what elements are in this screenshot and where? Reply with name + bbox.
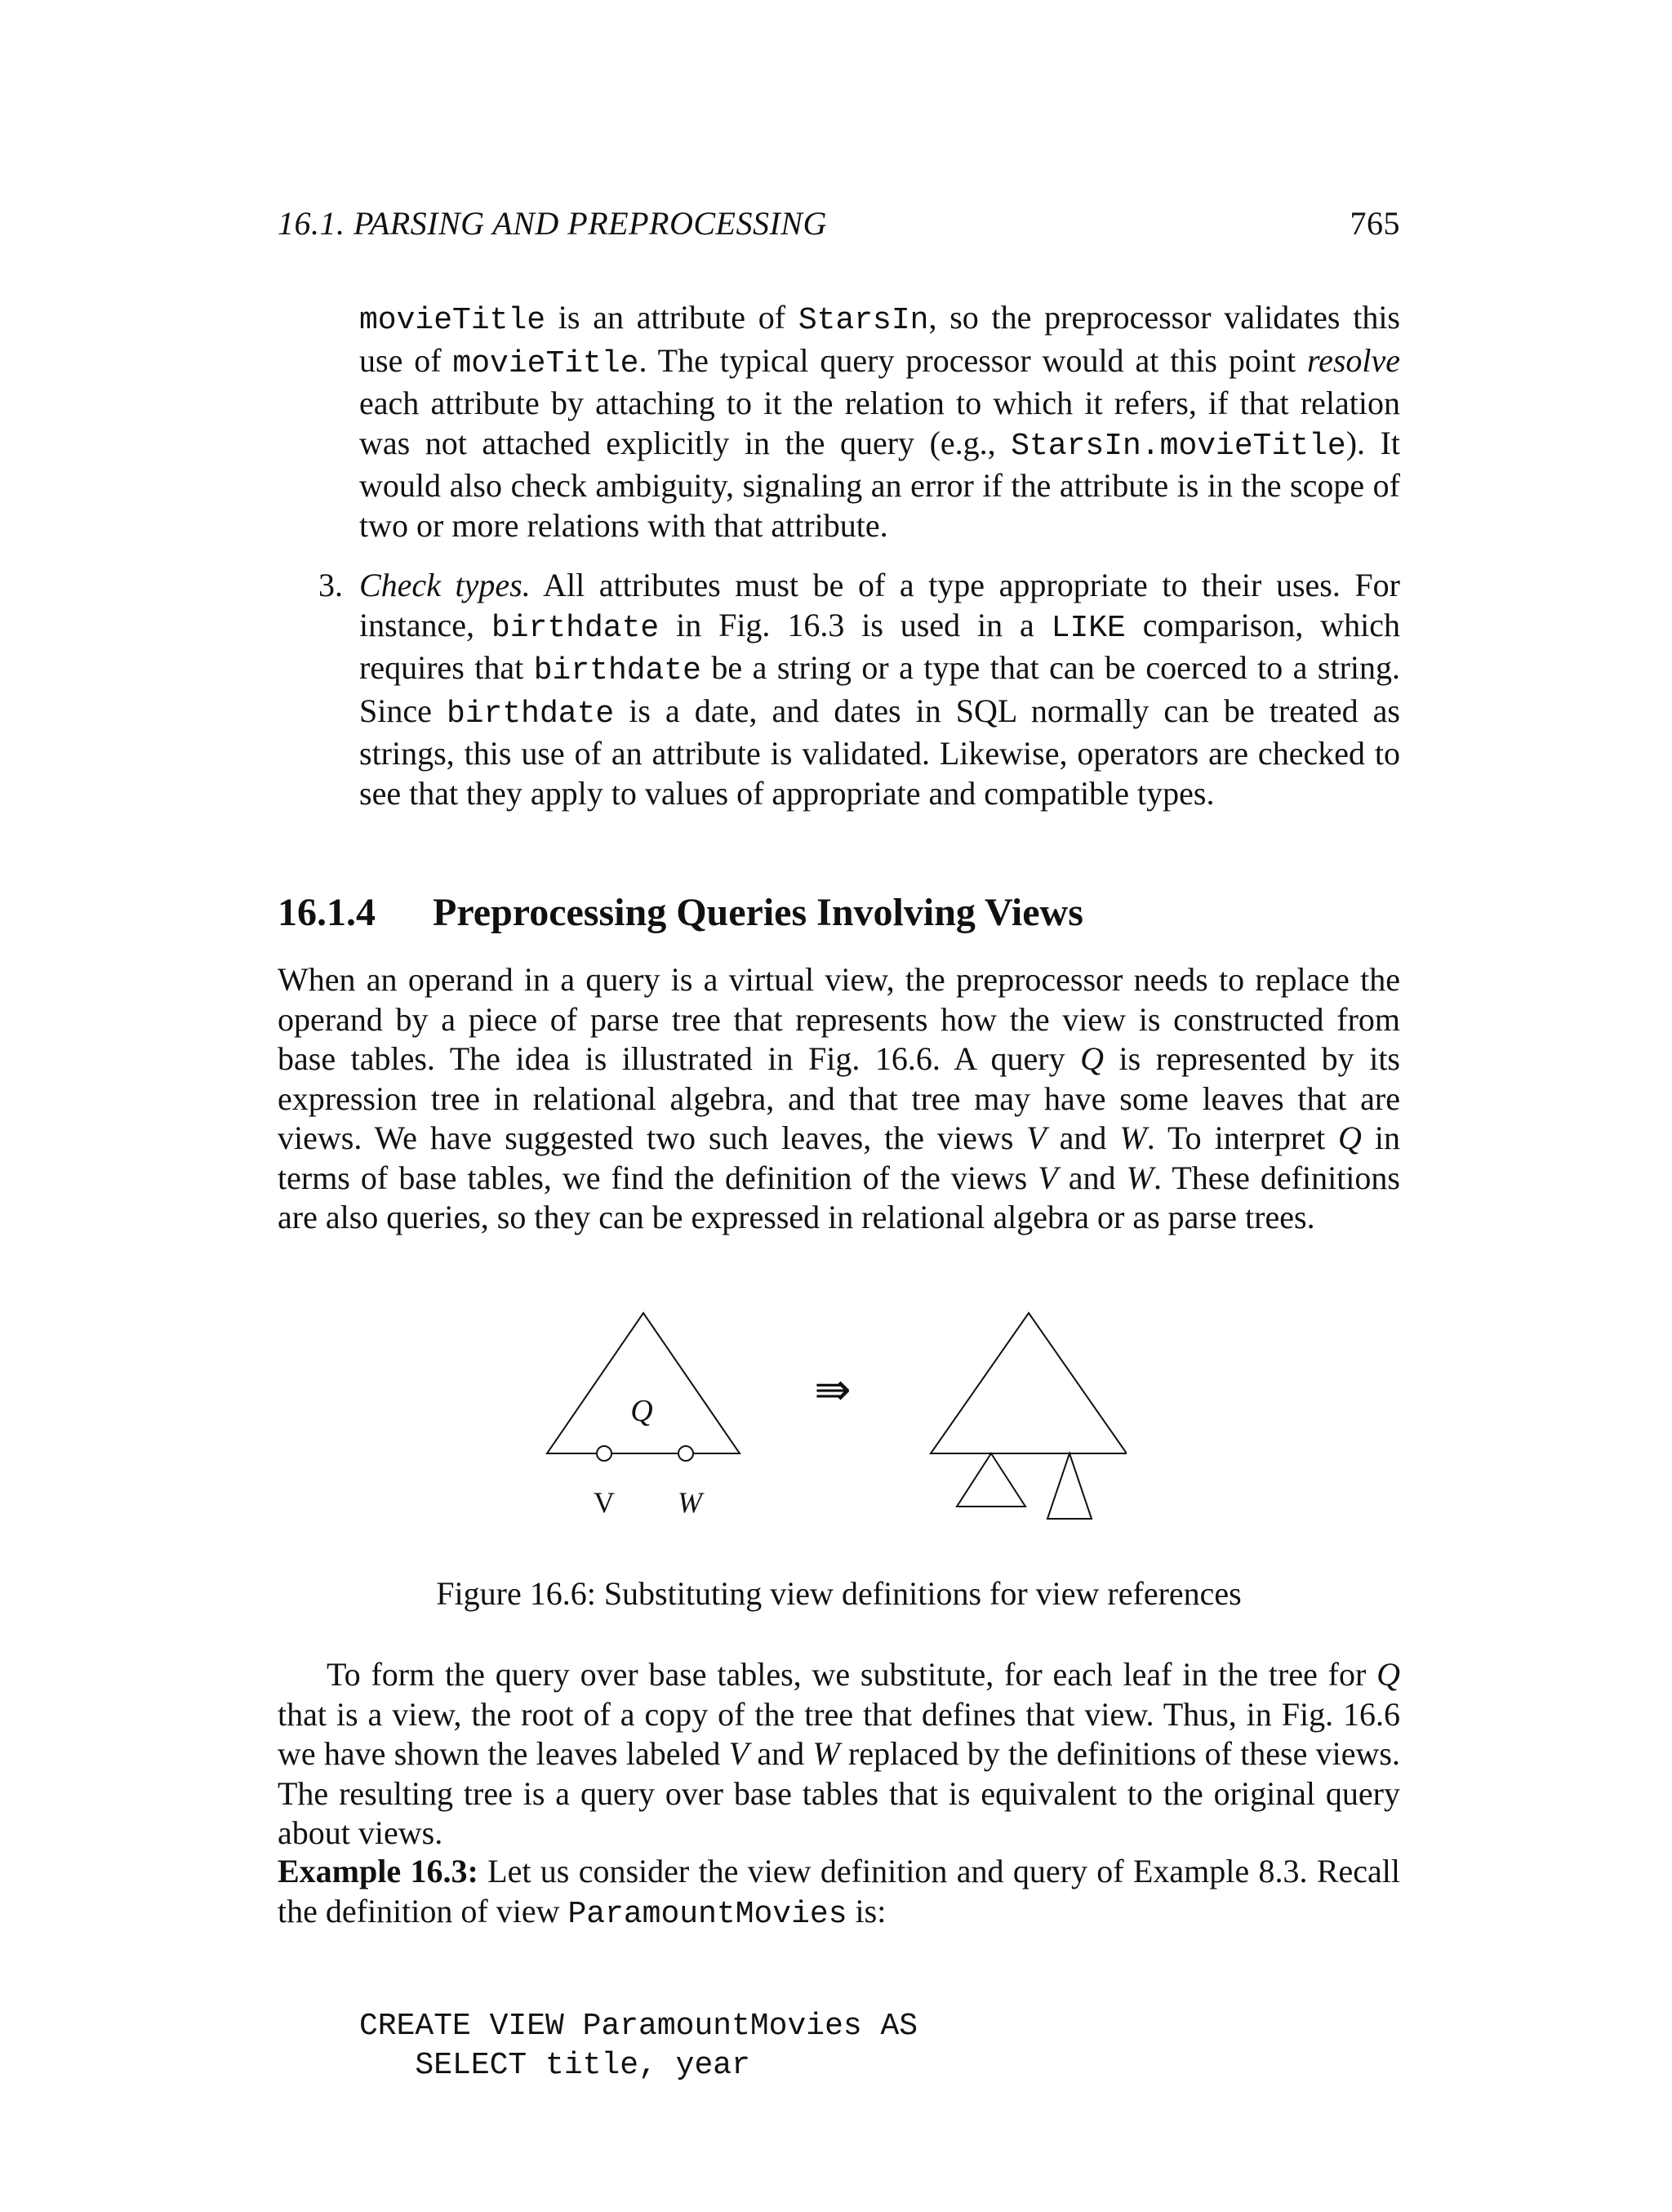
figure-tree-substitution [539,1306,1127,1551]
text-run: is an attribute of [545,299,798,336]
code-term: birthdate [491,610,660,646]
code-term: ParamountMovies [567,1896,847,1932]
paragraph-substitute [278,1655,1400,1854]
section-heading [278,890,1400,935]
view-v-definition-triangle [957,1453,1025,1507]
view-w-definition-triangle [1047,1453,1092,1519]
text-run: and [749,1735,813,1772]
section-title: Preprocessing Queries Involving Views [433,891,1083,934]
tree-diagram [539,1306,1127,1551]
text-run: in terms of base tables, we find the definition of the views [278,1119,1400,1196]
section-number: 16.1.4 [278,891,376,934]
label-v: V [594,1486,615,1519]
text-run: . To interpret [1146,1119,1339,1156]
text-run: When an operand in a query is a virtual view, the preprocessor needs to replace the operand by a piece of parse tree that represents how the view is constructed from base tables. The idea is illustrated in Fig. 16.6. A query [278,961,1400,1077]
leaf-v-node [597,1446,611,1461]
text-run: . The typical query processor would at this point [638,341,1307,379]
code-term: LIKE [1051,610,1126,646]
example-label: Example 16.3: [278,1853,478,1889]
math-var: W [1126,1159,1154,1196]
text-run: is represented by its expression tree in relational algebra, and that tree may have some leaves that are views. We have suggested two such leaves, the views [278,1040,1401,1156]
running-head [278,204,1400,243]
text-run: is: [847,1892,887,1929]
figure-caption: Figure 16.6: Substituting view definitions for view references [436,1575,1242,1612]
paragraph-continued [359,298,1400,545]
query-tree-triangle [547,1313,740,1453]
code-term: birthdate [446,696,615,732]
text-run: and [1046,1119,1120,1156]
paragraph-example [278,1852,1400,1934]
label-w: W [678,1486,702,1519]
paragraph-views [278,960,1400,1238]
math-var: V [1026,1119,1047,1156]
text-run: comparison, which requires that [359,606,1401,686]
running-head-section: 16.1. PARSING AND PREPROCESSING [278,205,827,242]
text-run: replaced by the definitions of these views. The resulting tree is a query over base tables that is equivalent to the original query about views. [278,1735,1400,1851]
list-item-number: 3. [318,567,343,603]
math-var: W [1119,1119,1147,1156]
math-var: Q [1338,1119,1362,1156]
code-line: SELECT title, year [359,2048,750,2083]
text-run: Let us consider the view definition and query of Example 8.3. Recall the definition of view [278,1853,1401,1929]
code-line: CREATE VIEW ParamountMovies AS [359,2009,918,2044]
leaf-w-node [678,1446,693,1461]
text-run: be a string or a type that can be coerced to a string. Since [359,649,1401,729]
math-var: Q [1376,1656,1400,1693]
code-term: movieTitle [359,303,546,338]
substitution-arrow: ⇛ [814,1364,852,1415]
text-run: . These definitions are also queries, so they can be expressed in relational algebra or as parse trees. [278,1159,1400,1235]
result-tree-triangle [931,1313,1127,1453]
text-run: is a date, and dates in SQL normally can be treated as strings, this use of an attribute is validated. Likewise, operators are checked to see that they apply to values of appropriate and compatible types. [359,692,1400,812]
code-term: movieTitle [452,345,639,381]
text-run: , so the preprocessor validates this use of [359,299,1400,379]
list-item-body [359,566,1400,813]
code-term: StarsIn [798,303,929,338]
emphasis: resolve [1306,341,1401,379]
text-run: that is a view, the root of a copy of the tree that defines that view. Thus, in Fig. 16.6 we have shown the leaves labeled [278,1695,1400,1772]
code-term: StarsIn.movieTitle [1011,428,1346,464]
text-run: each attribute by attaching to it the relation to which it refers, if that relation was not attached explicitly in the query (e.g., [359,385,1400,461]
text-run: ). It would also check ambiguity, signaling an error if the attribute is in the scope of two or more relations with that attribute. [359,424,1400,544]
math-var: V [728,1735,749,1772]
page-number: 765 [1350,205,1400,242]
text-run: To form the query over base tables, we substitute, for each leaf in the tree for [327,1656,1377,1693]
label-q: Q [630,1394,653,1428]
text-run: All attributes must be of a type appropriate to their uses. For instance, [359,567,1400,643]
emphasis: Check types. [359,567,531,603]
text-run: and [1057,1159,1127,1196]
sql-code-block [359,2007,918,2085]
text-run: in Fig. 16.3 is used in a [659,606,1052,643]
math-var: V [1038,1159,1058,1196]
math-var: W [812,1735,840,1772]
code-term: birthdate [533,653,701,688]
math-var: Q [1080,1040,1105,1077]
